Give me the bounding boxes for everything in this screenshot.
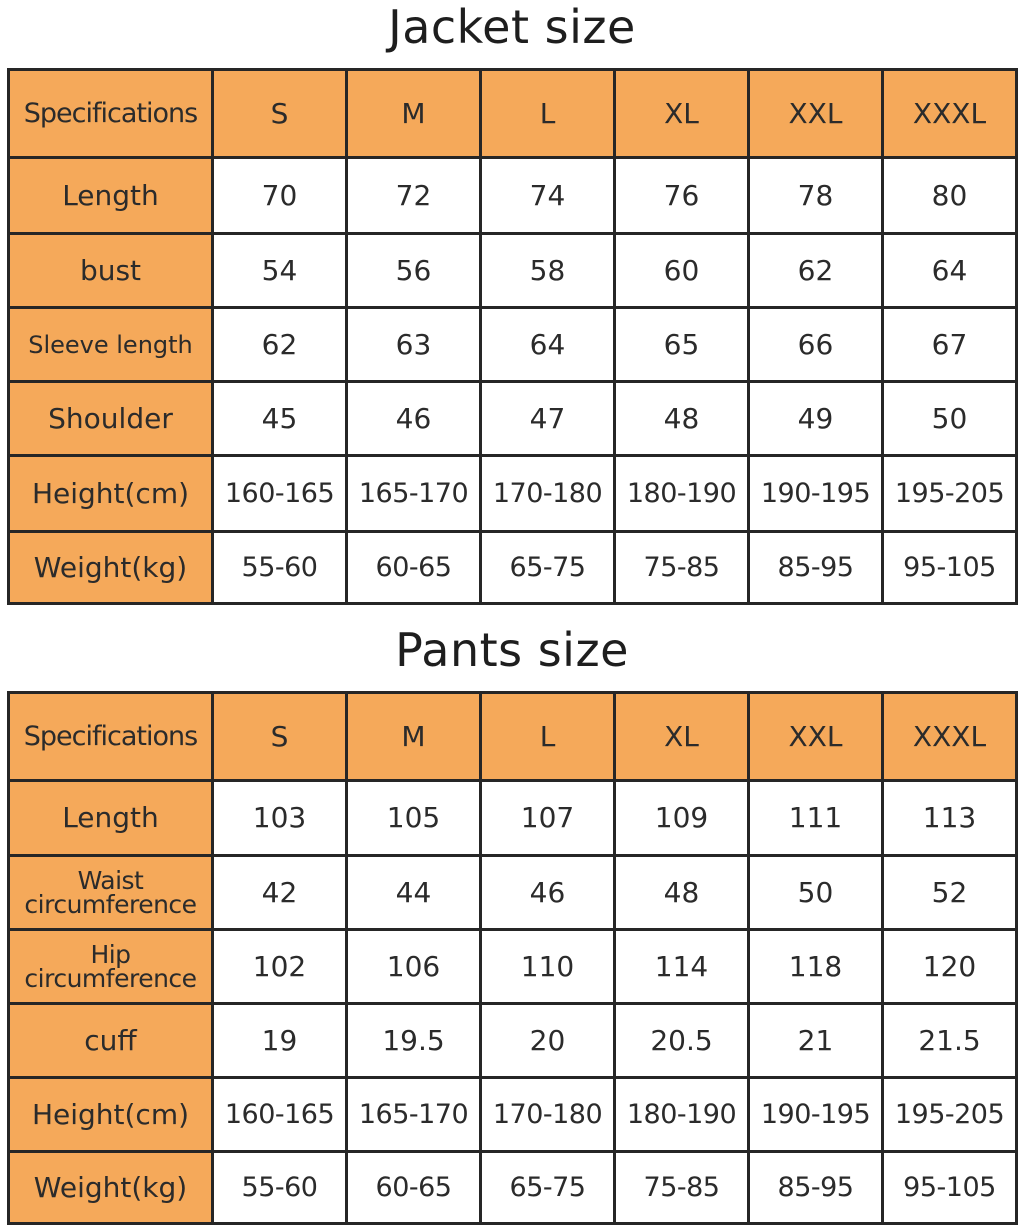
row-label: Waist circumference (9, 856, 213, 930)
table-cell: 56 (347, 234, 481, 308)
table-cell: 54 (213, 234, 347, 308)
table-cell: 165-170 (347, 456, 481, 532)
table-cell: 60-65 (347, 532, 481, 604)
table-cell: 19 (213, 1004, 347, 1078)
table-row (9, 532, 1017, 604)
table-cell: 78 (749, 158, 883, 234)
row-label: Height(cm) (9, 456, 213, 532)
table-cell: 160-165 (213, 456, 347, 532)
table-cell: 111 (749, 781, 883, 856)
table-cell: 76 (615, 158, 749, 234)
table-cell: 49 (749, 382, 883, 456)
table-cell: 60 (615, 234, 749, 308)
table-cell: 44 (347, 856, 481, 930)
table-cell: 120 (883, 930, 1017, 1004)
table-cell: 50 (749, 856, 883, 930)
row-label: Sleeve length (9, 308, 213, 382)
table-cell: 102 (213, 930, 347, 1004)
table-row (9, 158, 1017, 234)
table-cell: 65 (615, 308, 749, 382)
table-cell: 74 (481, 158, 615, 234)
table-header-row (9, 70, 1017, 158)
table-cell: 19.5 (347, 1004, 481, 1078)
table-cell: 66 (749, 308, 883, 382)
table-cell: 195-205 (883, 456, 1017, 532)
row-label: Hip circumference (9, 930, 213, 1004)
pants-size-table (7, 691, 1018, 1225)
table-cell: 70 (213, 158, 347, 234)
table-cell: 62 (749, 234, 883, 308)
table-cell: 21 (749, 1004, 883, 1078)
table-cell: 50 (883, 382, 1017, 456)
table-cell: 64 (481, 308, 615, 382)
table-cell: 103 (213, 781, 347, 856)
size-header-xxl: XXL (749, 70, 883, 158)
table-cell: 113 (883, 781, 1017, 856)
table-cell: 107 (481, 781, 615, 856)
row-label: Shoulder (9, 382, 213, 456)
size-header-m: M (347, 693, 481, 781)
table-cell: 58 (481, 234, 615, 308)
size-header-l: L (481, 70, 615, 158)
table-cell: 106 (347, 930, 481, 1004)
specifications-header: Specifications (9, 693, 213, 781)
table-row (9, 1078, 1017, 1152)
table-row (9, 308, 1017, 382)
size-header-m: M (347, 70, 481, 158)
table-cell: 170-180 (481, 456, 615, 532)
specifications-header: Specifications (9, 70, 213, 158)
size-header-xxl: XXL (749, 693, 883, 781)
table-row (9, 382, 1017, 456)
table-cell: 47 (481, 382, 615, 456)
table-cell: 75-85 (615, 1152, 749, 1224)
table-cell: 55-60 (213, 1152, 347, 1224)
table-cell: 42 (213, 856, 347, 930)
table-cell: 195-205 (883, 1078, 1017, 1152)
table-row (9, 1004, 1017, 1078)
table-cell: 180-190 (615, 456, 749, 532)
size-header-l: L (481, 693, 615, 781)
size-header-xl: XL (615, 70, 749, 158)
table-row (9, 234, 1017, 308)
table-cell: 165-170 (347, 1078, 481, 1152)
size-header-xl: XL (615, 693, 749, 781)
row-label: Weight(kg) (9, 532, 213, 604)
table-cell: 170-180 (481, 1078, 615, 1152)
table-cell: 62 (213, 308, 347, 382)
table-cell: 48 (615, 856, 749, 930)
table-cell: 95-105 (883, 532, 1017, 604)
table-cell: 55-60 (213, 532, 347, 604)
table-cell: 95-105 (883, 1152, 1017, 1224)
size-header-s: S (213, 693, 347, 781)
table-cell: 63 (347, 308, 481, 382)
size-header-xxxl: XXXL (883, 693, 1017, 781)
table-cell: 65-75 (481, 532, 615, 604)
table-cell: 85-95 (749, 532, 883, 604)
table-cell: 105 (347, 781, 481, 856)
table-cell: 109 (615, 781, 749, 856)
table-cell: 67 (883, 308, 1017, 382)
table-cell: 118 (749, 930, 883, 1004)
row-label: Height(cm) (9, 1078, 213, 1152)
table-header-row (9, 693, 1017, 781)
size-header-xxxl: XXXL (883, 70, 1017, 158)
size-header-s: S (213, 70, 347, 158)
table-cell: 180-190 (615, 1078, 749, 1152)
table-cell: 190-195 (749, 456, 883, 532)
row-label: Length (9, 781, 213, 856)
table-cell: 46 (481, 856, 615, 930)
table-cell: 64 (883, 234, 1017, 308)
table-cell: 20 (481, 1004, 615, 1078)
table-cell: 52 (883, 856, 1017, 930)
table-row (9, 1152, 1017, 1224)
table-cell: 65-75 (481, 1152, 615, 1224)
table-cell: 80 (883, 158, 1017, 234)
table-cell: 46 (347, 382, 481, 456)
table-cell: 75-85 (615, 532, 749, 604)
table-cell: 114 (615, 930, 749, 1004)
table-cell: 21.5 (883, 1004, 1017, 1078)
jacket-size-table (7, 68, 1018, 605)
row-label: cuff (9, 1004, 213, 1078)
table-cell: 190-195 (749, 1078, 883, 1152)
row-label: bust (9, 234, 213, 308)
table-row (9, 856, 1017, 930)
row-label: Weight(kg) (9, 1152, 213, 1224)
table-cell: 85-95 (749, 1152, 883, 1224)
jacket-size-title: Jacket size (388, 0, 636, 54)
table-cell: 45 (213, 382, 347, 456)
row-label: Length (9, 158, 213, 234)
table-row (9, 781, 1017, 856)
table-cell: 72 (347, 158, 481, 234)
table-row (9, 930, 1017, 1004)
table-cell: 48 (615, 382, 749, 456)
table-row (9, 456, 1017, 532)
table-cell: 160-165 (213, 1078, 347, 1152)
pants-size-title: Pants size (395, 623, 629, 677)
table-cell: 110 (481, 930, 615, 1004)
table-cell: 60-65 (347, 1152, 481, 1224)
table-cell: 20.5 (615, 1004, 749, 1078)
